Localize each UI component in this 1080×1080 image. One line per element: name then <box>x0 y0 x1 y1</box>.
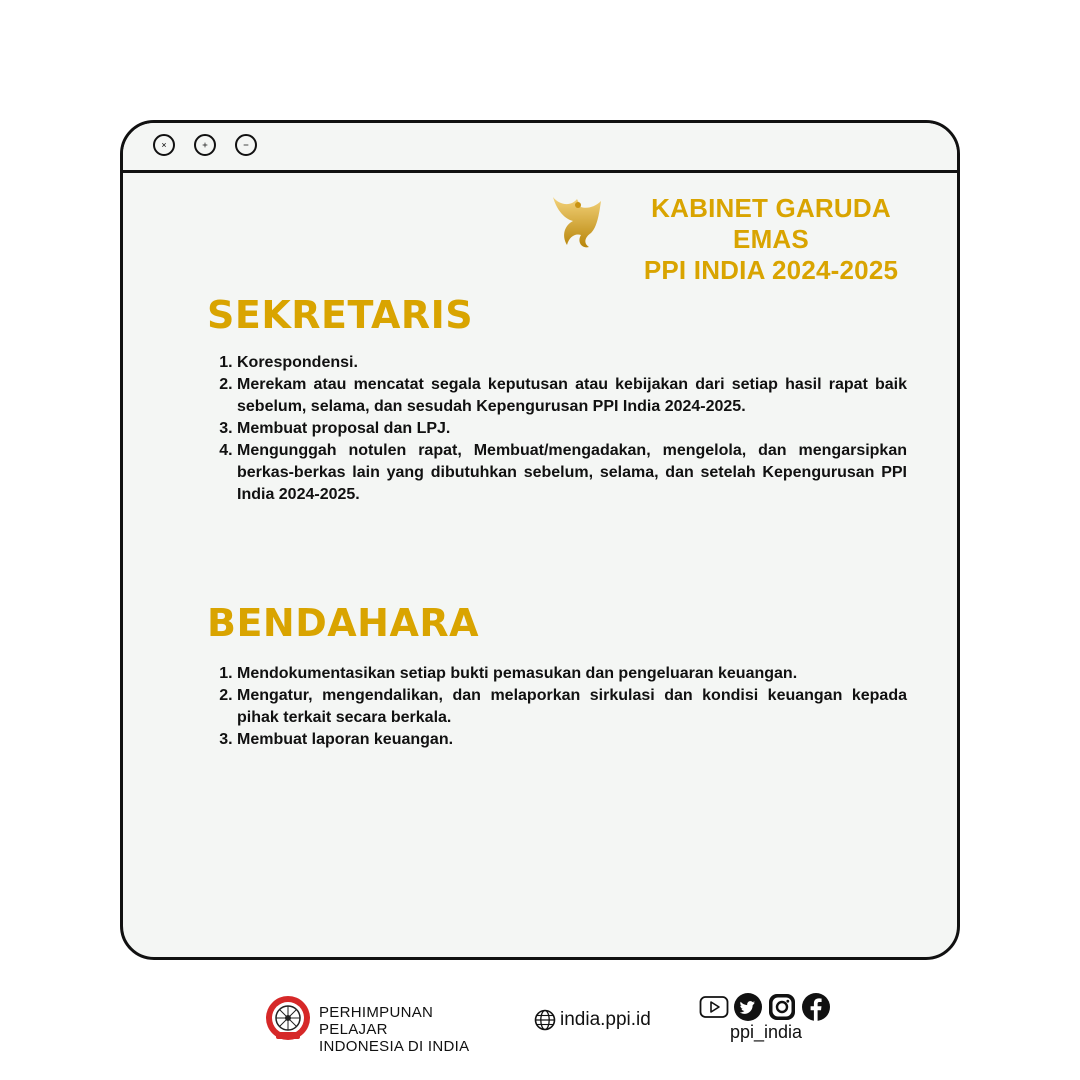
minus-icon <box>243 138 249 152</box>
list-item: 3. Membuat laporan keuangan. <box>237 729 907 751</box>
cabinet-title <box>611 193 931 286</box>
list-item: 4. Mengunggah notulen rapat, Membuat/mengadakan, mengelola, dan mengarsipkan berkas-berkas lain yang dibutuhkan sebelum, selama, dan setelah Kepengurusan PPI India 2024-2025. <box>237 440 907 506</box>
social-icons-row <box>699 992 831 1022</box>
organization-name-line2: INDONESIA DI INDIA <box>319 1038 470 1055</box>
minimize-button[interactable] <box>235 134 257 156</box>
footer-website[interactable] <box>534 1008 651 1032</box>
organization-name <box>319 1004 504 1055</box>
cabinet-title-line2: PPI INDIA 2024-2025 <box>643 255 899 285</box>
website-link[interactable]: india.ppi.id <box>560 1009 651 1030</box>
app-window <box>120 120 960 960</box>
list-item: 1. Mendokumentasikan setiap bukti pemasukan dan pengeluaran keuangan. <box>237 663 907 685</box>
youtube-icon[interactable] <box>699 992 729 1022</box>
footer-social <box>699 992 833 1044</box>
facebook-icon[interactable] <box>801 992 831 1022</box>
window-titlebar <box>123 123 957 173</box>
instagram-icon[interactable] <box>767 992 797 1022</box>
cabinet-title-line1: KABINET GARUDA EMAS <box>651 193 891 254</box>
list-item: 3. Membuat proposal dan LPJ. <box>237 418 907 440</box>
sekretaris-heading: SEKRETARIS <box>207 293 474 337</box>
social-handle: ppi_india <box>729 1022 803 1042</box>
maximize-button[interactable] <box>194 134 216 156</box>
close-button[interactable] <box>153 134 175 156</box>
ppi-emblem-icon <box>264 994 312 1042</box>
cabinet-brand <box>551 193 931 285</box>
bendahara-duties-list <box>219 663 907 751</box>
close-icon <box>161 138 167 152</box>
bendahara-heading: BENDAHARA <box>207 601 480 645</box>
list-item: 2. Merekam atau mencatat segala keputusan atau kebijakan dari setiap hasil rapat baik sebelum, selama, dan sesudah Kepengurusan PPI India 2024-2025. <box>237 374 907 418</box>
globe-icon <box>534 1009 556 1031</box>
sekretaris-duties-list <box>219 352 907 506</box>
organization-name-line1: PERHIMPUNAN PELAJAR <box>319 1004 434 1038</box>
plus-icon <box>202 138 208 152</box>
twitter-icon[interactable] <box>733 992 763 1022</box>
footer-organization <box>264 994 504 1055</box>
list-item: 2. Mengatur, mengendalikan, dan melaporkan sirkulasi dan kondisi keuangan kepada pihak terkait secara berkala. <box>237 685 907 729</box>
list-item: 1. Korespondensi. <box>237 352 907 374</box>
garuda-logo-icon <box>551 193 603 251</box>
